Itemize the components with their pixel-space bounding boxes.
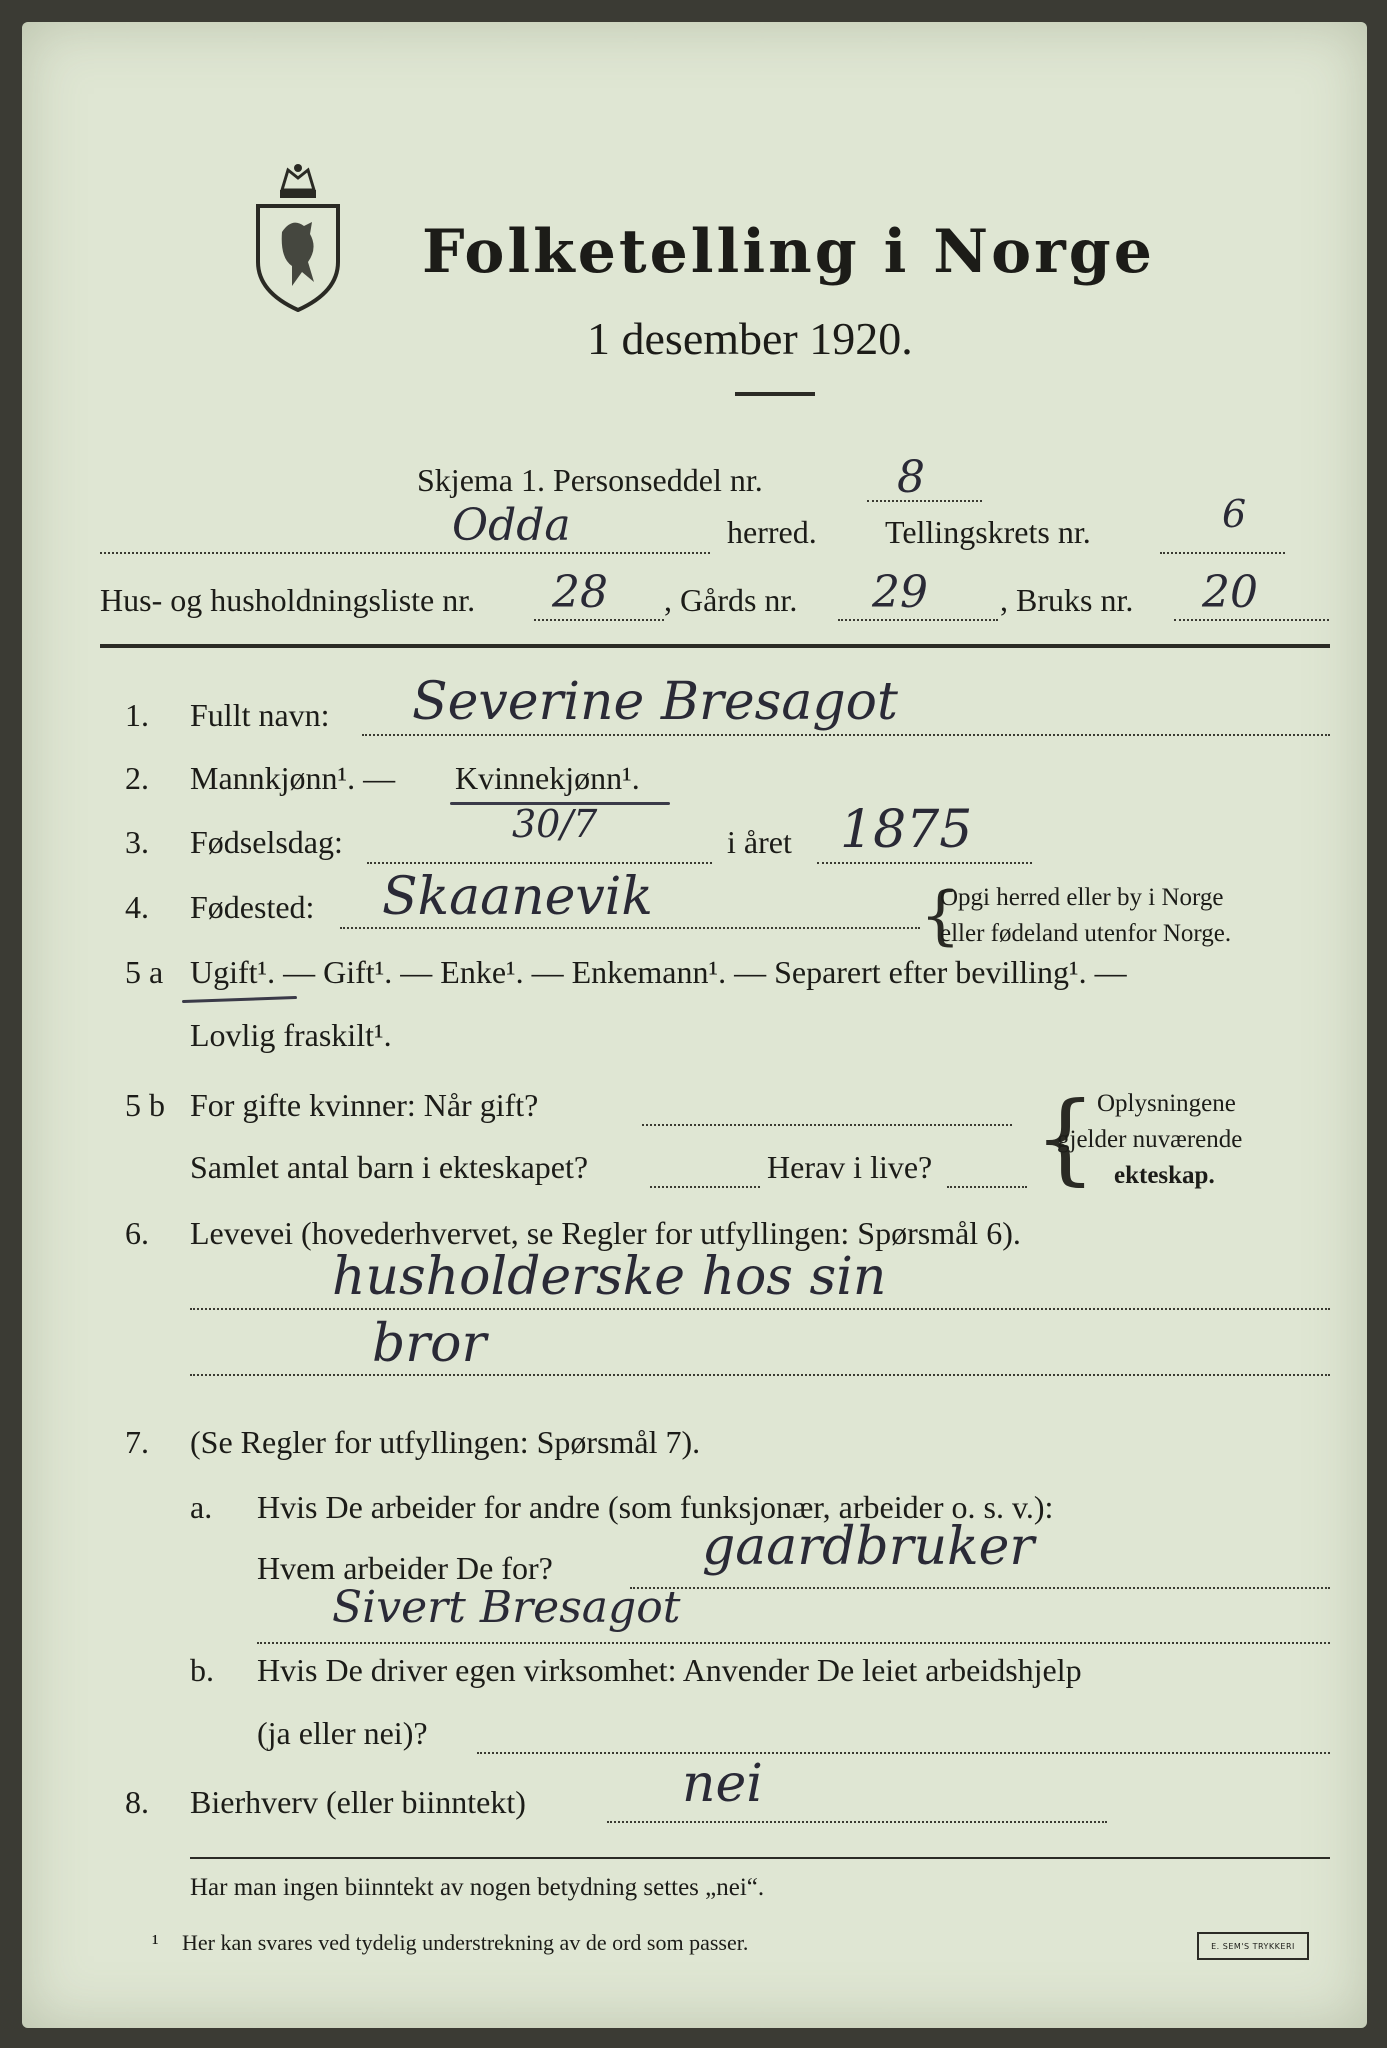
title-divider xyxy=(735,392,815,396)
husliste-line xyxy=(534,619,664,621)
tellingskrets-label: Tellingskrets nr. xyxy=(885,514,1091,550)
q5b-brace: { xyxy=(1034,1082,1097,1196)
q4-label: Fødested: xyxy=(190,889,315,925)
form-title: Folketelling i Norge xyxy=(422,217,1155,287)
q7b-answer-line xyxy=(477,1752,1330,1754)
q3-label: Fødselsdag: xyxy=(190,824,343,860)
q6-line1 xyxy=(190,1308,1330,1310)
footnote-text: Her kan svares ved tydelig understrekning av de ord som passer. xyxy=(182,1930,749,1955)
q4-brace: { xyxy=(920,879,961,953)
q5b-alive-line xyxy=(947,1186,1027,1188)
q3-day-line xyxy=(367,862,712,864)
gards-label: , Gårds nr. xyxy=(664,582,798,618)
herred-value[interactable]: Odda xyxy=(452,500,571,551)
herred-line xyxy=(100,552,710,554)
q7a-mark: a. xyxy=(190,1489,213,1525)
q5a-options[interactable]: Ugift¹. — Gift¹. — Enke¹. — Enkemann¹. — Separert efter bevilling¹. — xyxy=(190,954,1127,990)
census-form-sheet xyxy=(22,22,1367,2028)
q6-answer-line2[interactable]: bror xyxy=(372,1314,487,1374)
q6-line2 xyxy=(190,1374,1330,1376)
q1-answer-full-name[interactable]: Severine Bresagot xyxy=(412,672,898,732)
q8-label: Bierhverv (eller biinntekt) xyxy=(190,1784,526,1820)
q5a-number: 5 a xyxy=(125,954,164,990)
bruks-line xyxy=(1174,619,1329,621)
q7a-answer-line xyxy=(630,1587,1330,1589)
q5a-line2[interactable]: Lovlig fraskilt¹. xyxy=(190,1017,392,1053)
bruks-label: , Bruks nr. xyxy=(1000,582,1134,618)
personseddel-nr[interactable]: 8 xyxy=(897,452,925,503)
census-date: 1 desember 1920. xyxy=(587,313,913,364)
q3-year-label: i året xyxy=(727,824,792,860)
q7a-answer-employer-type[interactable]: gaardbruker xyxy=(702,1517,1035,1577)
tellingskrets-line xyxy=(1160,552,1285,554)
q3-number: 3. xyxy=(125,824,149,860)
skjema-label: Skjema 1. Personseddel nr. xyxy=(417,462,763,498)
q5b-alive-label: Herav i live? xyxy=(767,1149,933,1185)
q1-line xyxy=(362,734,1330,736)
q4-note-line1: Opgi herred eller by i Norge xyxy=(940,884,1224,911)
herred-label: herred. xyxy=(727,514,817,550)
footer-note: Har man ingen biinntekt av nogen betydning settes „nei“. xyxy=(190,1874,765,1901)
q7b-mark: b. xyxy=(190,1652,214,1688)
q5b-note-line1: Oplysningene xyxy=(1097,1090,1236,1117)
husliste-label: Hus- og husholdningsliste nr. xyxy=(100,582,476,618)
q4-answer-birthplace[interactable]: Skaanevik xyxy=(382,867,653,927)
q7b-line2: (ja eller nei)? xyxy=(257,1715,428,1751)
q3-birth-year[interactable]: 1875 xyxy=(840,800,973,860)
q7a-line2: Hvem arbeider De for? xyxy=(257,1550,553,1586)
q7a-answer-line2 xyxy=(257,1642,1330,1644)
q5b-children-label: Samlet antal barn i ekteskapet? xyxy=(190,1149,589,1185)
q5b-number: 5 b xyxy=(125,1087,165,1123)
q1-number: 1. xyxy=(125,697,149,733)
q5b-children-line xyxy=(650,1186,760,1188)
q7a-line1: Hvis De arbeider for andre (som funksjonær, arbeider o. s. v.): xyxy=(257,1489,1054,1525)
q8-line xyxy=(607,1821,1107,1823)
q2-number: 2. xyxy=(125,760,149,796)
q5b-when-married-label: For gifte kvinner: Når gift? xyxy=(190,1087,539,1123)
q5a-ugift-underline xyxy=(182,996,297,1003)
q7-number: 7. xyxy=(125,1424,149,1460)
gards-nr[interactable]: 29 xyxy=(872,567,928,618)
norwegian-coat-of-arms-icon xyxy=(252,162,344,312)
header-rule xyxy=(100,644,1330,648)
q8-answer[interactable]: nei xyxy=(682,1754,763,1814)
q4-number: 4. xyxy=(125,889,149,925)
q4-line xyxy=(340,927,920,929)
q7-label: (Se Regler for utfyllingen: Spørsmål 7). xyxy=(190,1424,701,1460)
q3-year-line xyxy=(817,862,1032,864)
gards-line xyxy=(838,619,998,621)
printer-stamp-text: E. SEM'S TRYKKERI xyxy=(1211,1941,1295,1951)
q2-male-option[interactable]: Mannkjønn¹. — xyxy=(190,760,396,796)
q6-number: 6. xyxy=(125,1215,149,1251)
q6-answer-line1[interactable]: husholderske hos sin xyxy=(332,1247,887,1307)
footer-rule xyxy=(190,1857,1330,1859)
q5b-note-line3: ekteskap. xyxy=(1114,1162,1215,1189)
q8-number: 8. xyxy=(125,1784,149,1820)
q2-female-option[interactable]: Kvinnekjønn¹. xyxy=(455,760,640,796)
tellingskrets-nr[interactable]: 6 xyxy=(1222,492,1247,536)
q5b-note-line2: gjelder nuværende xyxy=(1057,1126,1243,1153)
q5b-when-married-line xyxy=(642,1124,1012,1126)
footnote-mark: ¹ xyxy=(152,1930,159,1955)
bruks-nr[interactable]: 20 xyxy=(1202,567,1258,618)
husliste-nr[interactable]: 28 xyxy=(552,567,608,618)
q1-label: Fullt navn: xyxy=(190,697,330,733)
printer-stamp xyxy=(1197,1932,1309,1960)
q6-label: Levevei (hovederhvervet, se Regler for utfyllingen: Spørsmål 6). xyxy=(190,1215,1021,1251)
q7a-answer-employer-name[interactable]: Sivert Bresagot xyxy=(332,1582,681,1633)
q7b-line1: Hvis De driver egen virksomhet: Anvender De leiet arbeidshjelp xyxy=(257,1652,1082,1688)
q4-note-line2: eller fødeland utenfor Norge. xyxy=(940,920,1232,947)
q3-birth-day[interactable]: 30/7 xyxy=(512,802,598,846)
